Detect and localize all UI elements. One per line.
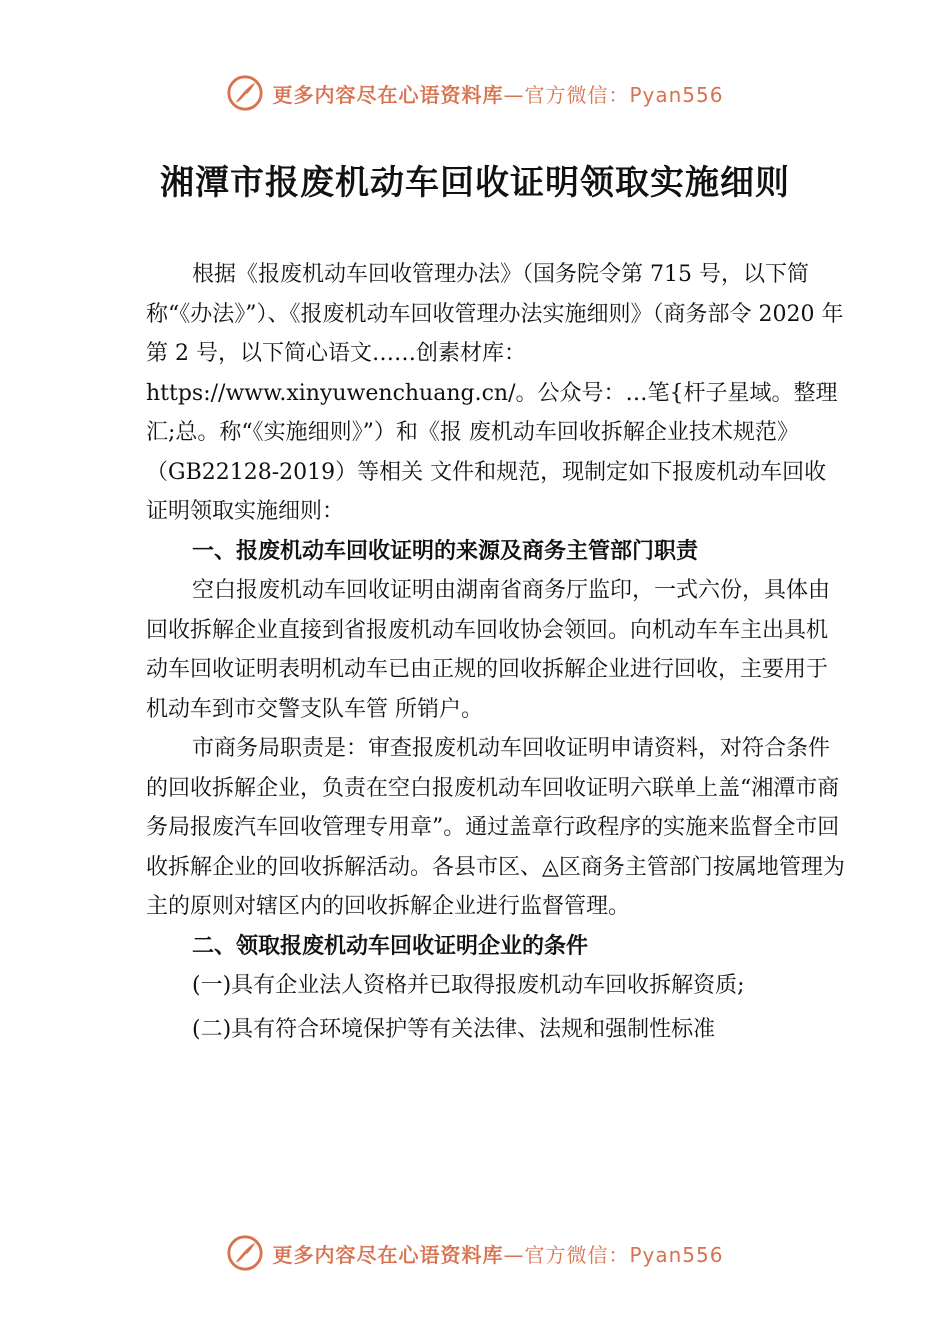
- section2-item-1: (一)具有企业法人资格并已取得报废机动车回收拆解资质;: [192, 973, 745, 998]
- banner-wechat-text: —官方微信：Pyan556: [503, 1242, 724, 1267]
- document-title: 湘潭市报废机动车回收证明领取实施细则: [160, 163, 790, 203]
- banner-brand-text: 更多内容尽在心语资料库: [272, 1242, 504, 1267]
- section1-paragraph-1: 空白报废机动车回收证明由湖南省商务厅监印，一式六份，具体由回收拆解企业直接到省报废机动车回收协会领回。向机动车车主出具机动车回收证明表明机动车已由正规的回收拆解企业进行回收，主要用于机动车到市交警支队车管 所销户。: [146, 578, 831, 722]
- section1-paragraph-2: 市商务局职责是：审查报废机动车回收证明申请资料，对符合条件的回收拆解企业，负责在空白报废机动车回收证明六联单上盖“湘潭市商务局报废汽车回收管理专用章”。通过盖章行政程序的实施来监督全市回收拆解企业的回收拆解活动。各县市区、◬区商务主管部门按属地管理为主的原则对辖区内的回收拆解企业进行监督管理。: [146, 736, 845, 919]
- section2-heading: 二、领取报废机动车回收证明企业的条件: [192, 933, 589, 959]
- intro-paragraph: 根据《报废机动车回收管理办法》（国务院令第 715 号，以下简称“《办法》”）、《报废机动车回收管理办法实施细则》（商务部令 2020 年第 2 号，以下简心语文……创素材库：https://www.xinyuwenchuang.cn/。公众号：…笔{杆子星域。整理汇;总。称“《实施细则》”）和《报 废机动车回收拆解企业技术规范》（GB22128-2019）等相关 文件和规范，现制定如下报废机动车回收证明领取实施细则：: [146, 262, 844, 524]
- document-body: [146, 255, 846, 1049]
- feather-pen-logo-icon: [226, 74, 264, 112]
- banner-brand-text: 更多内容尽在心语资料库: [272, 82, 504, 107]
- section1-heading: 一、报废机动车回收证明的来源及商务主管部门职责: [192, 538, 699, 564]
- footer-watermark-banner: [0, 1228, 950, 1278]
- section2-item-2: (二)具有符合环境保护等有关法律、法规和强制性标准: [192, 1016, 716, 1042]
- header-watermark-banner: [0, 68, 950, 118]
- feather-pen-logo-icon: [226, 1234, 264, 1272]
- banner-wechat-text: —官方微信：Pyan556: [503, 82, 724, 107]
